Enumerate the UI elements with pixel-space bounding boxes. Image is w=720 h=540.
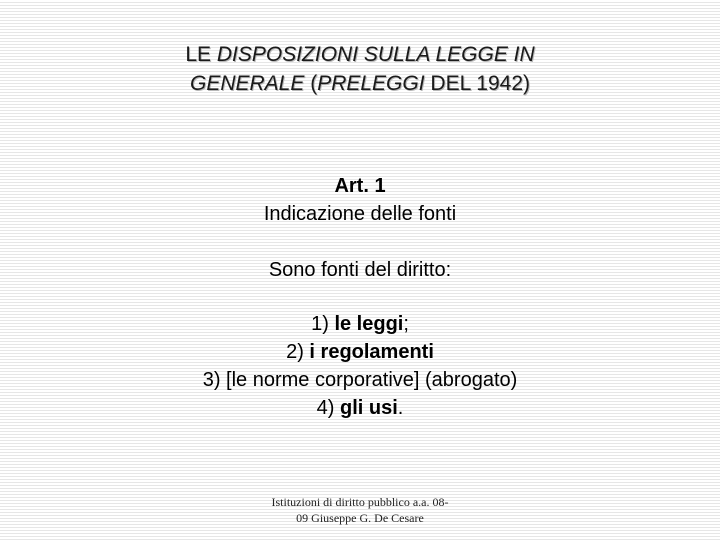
list-item-bold: i regolamenti [309,341,434,363]
article-body [60,172,660,422]
article-subtitle: Indicazione delle fonti [263,203,457,225]
list-item-text: . [397,397,404,419]
list-item [60,366,660,394]
list-item [60,338,660,366]
title-line-1 [60,40,660,69]
title-line-2 [60,69,660,98]
list-item-bold: le leggi [334,313,404,335]
list-item-number: 3) [202,369,227,391]
list-item-number: 2) [286,341,310,363]
title-italic-text: DISPOSIZIONI SULLA LEGGE IN [216,43,535,66]
slide-footer [230,494,490,526]
article-heading: Art. 1 [334,175,386,197]
list-item-number: 1) [311,313,335,335]
slide-title [60,40,660,98]
sources-list [60,310,660,422]
footer-line-2: 09 Giuseppe G. De Cesare [296,511,424,525]
list-item-text: [le norme corporative] (abrogato) [226,369,518,391]
title-text: ( [304,72,318,95]
title-italic-text: PRELEGGI [317,72,425,95]
footer-line-1: Istituzioni di diritto pubblico a.a. 08- [271,495,449,509]
list-item-text: ; [403,313,409,335]
list-item [60,310,660,338]
title-text: LE [185,43,217,66]
title-italic-text: GENERALE [189,72,305,95]
title-text: DEL 1942) [424,72,531,95]
list-item-bold: gli usi [339,397,398,419]
article-intro: Sono fonti del diritto: [268,259,452,281]
list-item-number: 4) [316,397,340,419]
list-item [60,394,660,422]
